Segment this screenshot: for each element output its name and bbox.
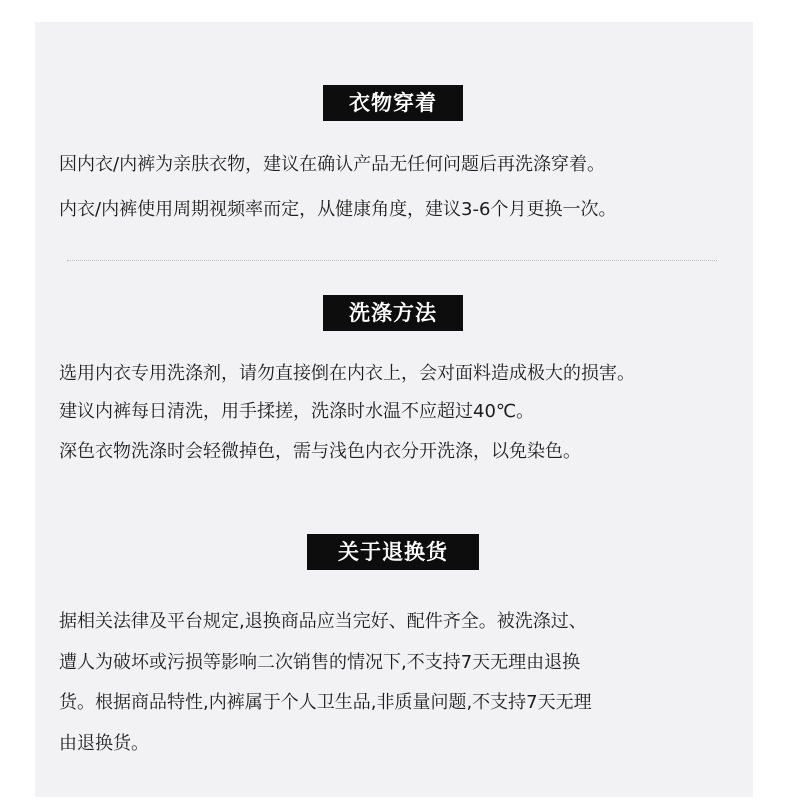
wearing-line-1: 因内衣/内裤为亲肤衣物，建议在确认产品无任何问题后再洗涤穿着。 [59,154,606,175]
returns-line-3: 货。根据商品特性,内裤属于个人卫生品,非质量问题,不支持7天无理 [59,692,592,713]
returns-line-1: 据相关法律及平台规定,退换商品应当完好、配件齐全。被洗涤过、 [59,611,587,632]
section-heading-washing: 洗涤方法 [323,295,463,331]
section-divider [67,260,717,261]
returns-line-2: 遭人为破坏或污损等影响二次销售的情况下,不支持7天无理由退换 [59,652,581,673]
wearing-line-2: 内衣/内裤使用周期视频率而定，从健康角度，建议3-6个月更换一次。 [59,199,617,220]
returns-line-4: 由退换货。 [59,733,149,754]
washing-line-2: 建议内裤每日清洗，用手揉搓，洗涤时水温不应超过40℃。 [59,401,535,422]
section-heading-returns: 关于退换货 [307,534,479,570]
care-instructions-panel [35,22,753,797]
section-heading-wearing: 衣物穿着 [323,85,463,121]
washing-line-1: 选用内衣专用洗涤剂，请勿直接倒在内衣上，会对面料造成极大的损害。 [59,363,635,384]
washing-line-3: 深色衣物洗涤时会轻微掉色，需与浅色内衣分开洗涤，以免染色。 [59,441,581,462]
